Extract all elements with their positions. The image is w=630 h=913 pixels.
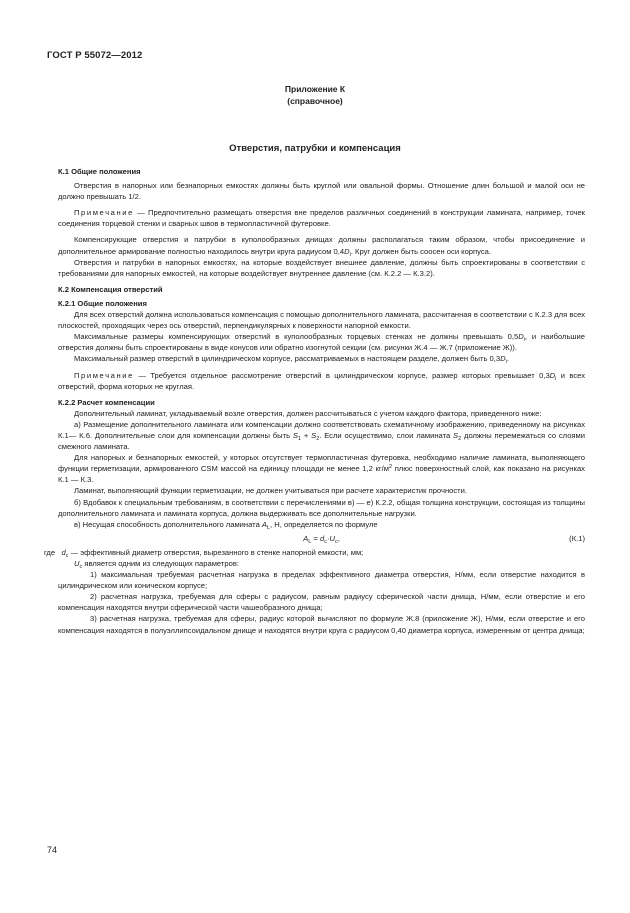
paragraph: Для всех отверстий должна использоваться компенсация с помощью дополнительного ламината, рассчитанная в соответствии с К.2.3 для всех плоскостей, проходящих через ось отверстий, перпендикулярных к поверхности напорной емкости. [58, 310, 585, 331]
paragraph: Для напорных и безнапорных емкостей, у которых отсутствует термопластичная футеровка, необходимо наличие ламината, выполняющего функции герметизации, армированного CSM массой на единицу площади не менее 1,2 $кг/м^2$ плюс поверхностный слой, как показано на рисунках К.1 — К.3. [58, 453, 585, 485]
paragraph: Компенсирующие отверстия и патрубки в куполообразных днищах должны располагаться таким образом, чтобы присоединение и дополнительное армирование полностью находилось внутри круга радиусом $0,4D_i$. Круг должен быть соосен оси корпуса. [58, 235, 585, 258]
paragraph: Максимальный размер отверстий в цилиндрическом корпусе, рассматриваемых в настоящем разделе, должен быть $0,3D_i$. [74, 354, 509, 366]
formula-number: (К.1) [569, 533, 585, 543]
document-header: ГОСТ Р 55072—2012 [47, 50, 143, 61]
note: Примечание — Предпочтительно размещать отверстия вне пределов различных соединений в конструкции ламината, например, точек соединения торцевой стенки и сварных швов в термопластичной футеровке. [58, 208, 585, 229]
list-item: 3) расчетная нагрузка, требуемая для сферы, радиус которой вычисляют по формуле Ж.8 (приложение Ж), Н/мм, если отверстие и его компенсация находятся в полуэллипсоидальном днище и находятся внутри круга с радиусом 0,40 диаметра корпуса, измеренным от центра днища; [58, 614, 585, 635]
paragraph: Отверстия в напорных или безнапорных емкостях должны быть круглой или овальной формы. Отношение длин большой и малой оси не должно превышать 1/2. [58, 181, 585, 202]
paragraph: Максимальные размеры компенсирующих отверстий в куполообразных торцевых стенках не должны превышать $0,5D_i$, и наибольшие отверстия должны быть спроектированы в виде конусов или обратно изогнутой секции (см. рисунки Ж.4 — Ж.7 (приложение Ж)). [58, 332, 585, 353]
section-k2-heading: К.2 Компенсация отверстий [58, 284, 163, 294]
paragraph: б) Вдобавок к специальным требованиям, в соответствии с перечислениями в) — е) К.2.2, общая толщина конструкции, состоящая из толщины дополнительного ламината и ламината корпуса, должна выдерживать все дополнительные нагрузки. [58, 497, 585, 518]
annex-title: Приложение К [284, 84, 346, 94]
page-number: 74 [47, 845, 58, 855]
paragraph: Ламинат, выполняющий функции герметизации, не должен учитываться при расчете характеристик прочности. [74, 486, 467, 496]
where-line: где $d_c$ — эффективный диаметр отверстия, вырезанного в стенке напорной емкости, мм; [44, 547, 364, 559]
annex-type: (справочное) [287, 96, 343, 106]
document-body [44, 166, 586, 636]
note: Примечание — Требуется отдельное рассмотрение отверстий в цилиндрическом корпусе, размер которых превышает $0,3D_i$ и всех отверстий, форма которых не круглая. [58, 370, 586, 391]
list-item: 1) максимальная требуемая расчетная нагрузка в пределах эффективного диаметра отверстия, Н/мм, если отверстие находится в цилиндрическом или коническом корпусе; [58, 570, 585, 591]
list-item: 2) расчетная нагрузка, требуемая для сферы с радиусом, равным радиусу сферической части днища, Н/мм, если отверстие и его компенсация находятся внутри сферической части чашеобразного днища; [58, 592, 585, 613]
section-k22-heading: К.2.2 Расчет компенсации [58, 397, 155, 407]
note-label: Примечание [74, 208, 134, 218]
section-k21-heading: К.2.1 Общие положения [58, 298, 147, 308]
paragraph: Дополнительный ламинат, укладываемый возле отверстия, должен рассчитываться с учетом каждого фактора, приведенного ниже: [74, 408, 542, 418]
where-line: $U_c$ является одним из следующих параметров: [74, 559, 239, 570]
paragraph: в) Несущая способность дополнительного ламината $A_L$, Н, определяется по формуле [74, 519, 378, 531]
note-label: Примечание [74, 370, 134, 380]
chapter-title: Отверстия, патрубки и компенсация [229, 143, 401, 154]
section-k1-heading: К.1 Общие положения [58, 167, 141, 176]
formula-k1: $A_L = d_c\cdot U_c$, (К.1) [303, 533, 585, 545]
paragraph: а) Размещение дополнительного ламината или компенсации должно соответствовать схематичному изображению, приведенному на рисунках К.1— К.6. Дополнительные слои для компенсации должны быть $S_1 + S_2$. Если осуществимо, слои ламината $S_2$ должны перемежаться со слоями смежного ламината. [58, 419, 585, 452]
paragraph: Отверстия и патрубки в напорных емкостях, на которые воздействует внешнее давление, должны быть спроектированы в соответствии с требованиями для напорных емкостей, на которые воздействует внутреннее давление (см. К.2.2 — К.3.2). [58, 257, 585, 278]
